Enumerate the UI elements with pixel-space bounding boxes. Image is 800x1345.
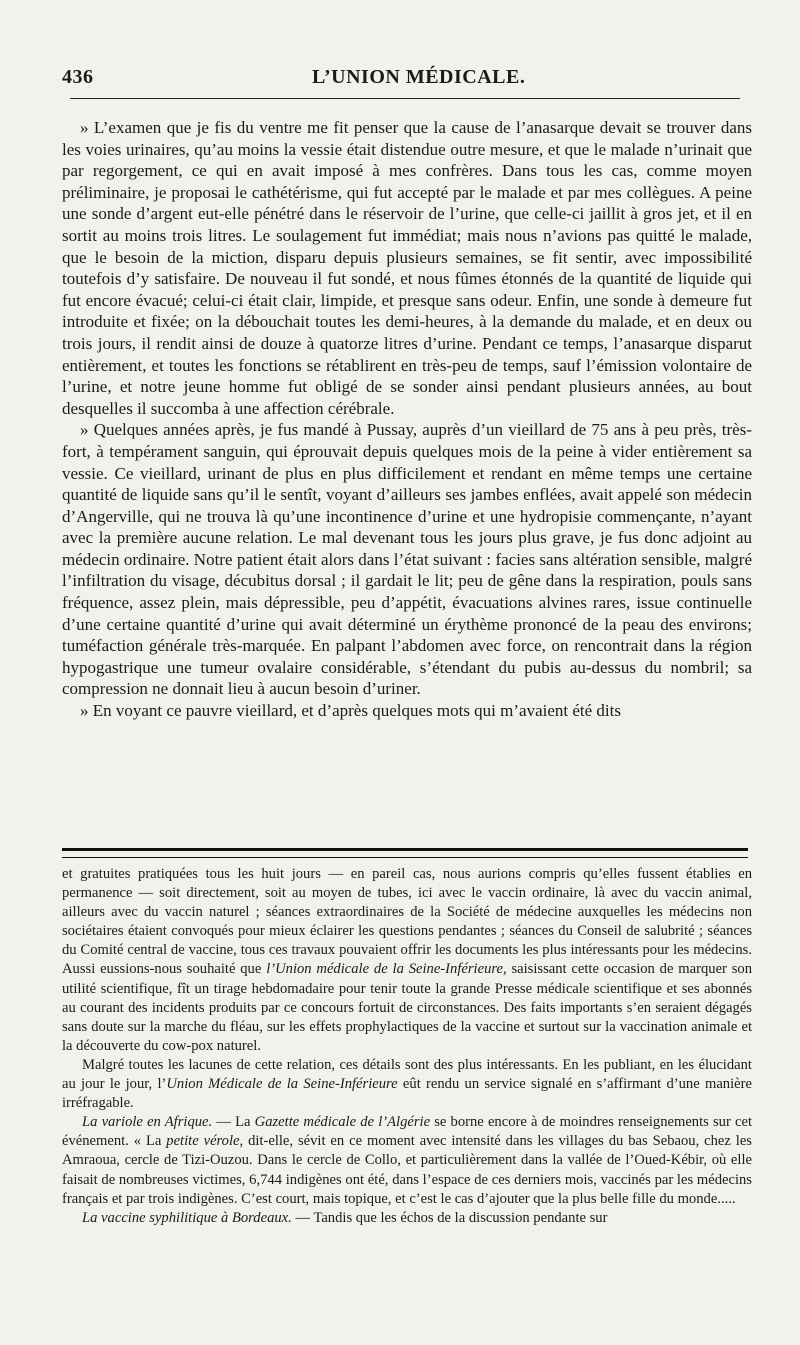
note-text: — La — [212, 1114, 255, 1131]
paragraph: » L’examen que je fis du ventre me fit penser que la cause de l’anasarque devait se trouver dans les voies urinaires, qu’au moins la vessie était distendue outre mesure, et que le malade n’urinait que par regorgement, ce qui en avait imposé à mes confrères. Dans tous les cas, comme moyen préliminaire, je proposai le cathétérisme, qui fut accepté par le malade et par mes collègues. A peine une sonde d’argent eut-elle pénétré dans le réservoir de l’urine, que celle-ci jaillit à gros jet, et il en sortit au moins trois litres. Le soulagement fut immédiat; mais nous n’avions pas quitté le malade, que le besoin de la miction, disparu depuis plusieurs semaines, se fit sentir, avec impossibilité toutefois d’y satisfaire. De nouveau il fut sondé, et nous fûmes étonnés de la quantité de liquide qui fut encore évacué; celui-ci était clair, limpide, et presque sans odeur. Enfin, une sonde à demeure fut introduite et fixée; on la débouchait toutes les demi-heures, à la demande du malade, et en deux ou trois jours, il rendit ainsi de douze à quatorze litres d’urine. Pendant ce temps, l’anasarque disparut entièrement, et toutes les fonctions se rétablirent en très-peu de temps, sauf l’émission volontaire de l’urine, et notre jeune homme fut obligé de se sonder ainsi pendant plusieurs années, au bout desquelles il succomba à une affection cérébrale. — [62, 118, 752, 418]
note-text: eût rendu un service signalé en s’affirmant d’une manière irréfragable. — [62, 1076, 752, 1112]
main-text — [62, 117, 752, 722]
footnotes — [62, 865, 752, 1228]
header-rule — [70, 98, 740, 99]
note-italic: Union Médicale de la Seine-Inférieure — [166, 1076, 398, 1093]
running-title: L’UNION MÉDICALE. — [312, 66, 526, 88]
note-italic: l’Union médicale de la Seine-Inférieure — [266, 961, 503, 978]
note-text: — Tandis que les échos de la discussion pendante sur — [291, 1209, 608, 1226]
note-text: Malgré toutes les lacunes de cette relation, ces détails sont des plus intéressants. En les publiant, en les élucidant au jour le jour, l’ — [62, 1056, 752, 1093]
page-number: 436 — [62, 66, 94, 88]
note-paragraph — [62, 1113, 752, 1208]
paragraph: » Quelques années après, je fus mandé à Pussay, auprès d’un vieillard de 75 ans à peu près, très-fort, à tempérament sanguin, qui éprouvait depuis quelques mois de la peine à vider entièrement sa vessie. Ce vieillard, urinant de plus en plus difficilement et rendant en même temps une certaine quantité de liquide sans qu’il le sentît, voyant d’ailleurs ses jambes enflées, avait appelé son médecin d’Angerville, qui ne trouva là qu’une incontinence d’urine et une hydropisie commençante, n’ayant avec la première aucune relation. Le mal devenant tous les jours plus grave, je fus donc adjoint au médecin ordinaire. Notre patient était alors dans l’état suivant : facies sans altération sensible, malgré l’infiltration du visage, décubitus dorsal ; il gardait le lit; peu de gêne dans la respiration, pouls sans fréquence, assez plein, mais dépressible, peu d’appétit, évacuations alvines rares, issue continuelle d’une certaine quantité d’urine qui avait déterminé un érythème prononcé de la peau des environs; tuméfaction générale très-marquée. En palpant l’abdomen avec force, on rencontrait dans la région hypogastrique une tumeur ovalaire considérable, s’étendant du pubis au-dessus du nombril; sa compression ne donnait lieu à aucun besoin d’uriner. — [62, 420, 752, 699]
note-heading: La variole en Afrique. — [82, 1114, 213, 1131]
note-paragraph — [62, 1056, 752, 1113]
note-heading: La vaccine syphilitique à Bordeaux. — [82, 1209, 292, 1226]
section-divider — [62, 848, 748, 858]
note-text: et gratuites pratiquées tous les huit jours — en pareil cas, nous aurions compris qu’elles fussent établies en permanence — soit directement, soit au moyen de tubes, ici avec le vaccin ordinaire, là avec du vaccin animal, ailleurs avec du vaccin naturel ; séances extraordinaires de la Société de médecine auxquelles les médecins non sociétaires étaient convoqués pour mieux éclairer les questions pendantes ; séances du Conseil de salubrité ; séances du Comité central de vaccine, tous ces travaux pouvaient offrir les documents les plus intéressants pour les médecins. Aussi eussions-nous souhaité que — [62, 866, 752, 978]
note-text: , dit-elle, sévit en ce moment avec intensité dans les villages du bas Sebaou, chez les Amraoua, cercle de Tizi-Ouzou. Dans le cercle de Collo, et particulièrement dans la vallée de l’Oued-Kébir, où elle faisait de nombreuses victimes, 6,744 indigènes ont été, dans l’espace de ces derniers mois, vaccinés par les médecins français et par trois indigènes. C’est court, mais topique, et c’est le cas d’ajouter que la plus belle fille du monde..... — [62, 1133, 752, 1207]
note-italic: petite vérole — [166, 1133, 240, 1150]
note-text: se borne encore à de moindres renseignements sur cet événement. « La — [62, 1114, 752, 1150]
note-italic: Gazette médicale de l’Algérie — [254, 1114, 431, 1131]
paragraph: » En voyant ce pauvre vieillard, et d’après quelques mots qui m’avaient été dits — [80, 701, 621, 721]
page-header — [62, 66, 748, 94]
note-paragraph — [62, 1209, 752, 1228]
note-paragraph — [62, 865, 752, 1056]
note-text: , saisissant cette occasion de marquer son utilité scientifique, fît un tirage hebdomadaire pour tenir toute la grande Presse médicale scientifique et ses abonnés au courant des incidents produits par ce concours fortuit de circonstances. Des faits importants s’en seraient dégagés sans doute sur la marche du fléau, sur les effets prophylactiques de la vaccine et surtout sur la vaccination animale et la découverte du cow-pox naturel. — [62, 961, 753, 1054]
